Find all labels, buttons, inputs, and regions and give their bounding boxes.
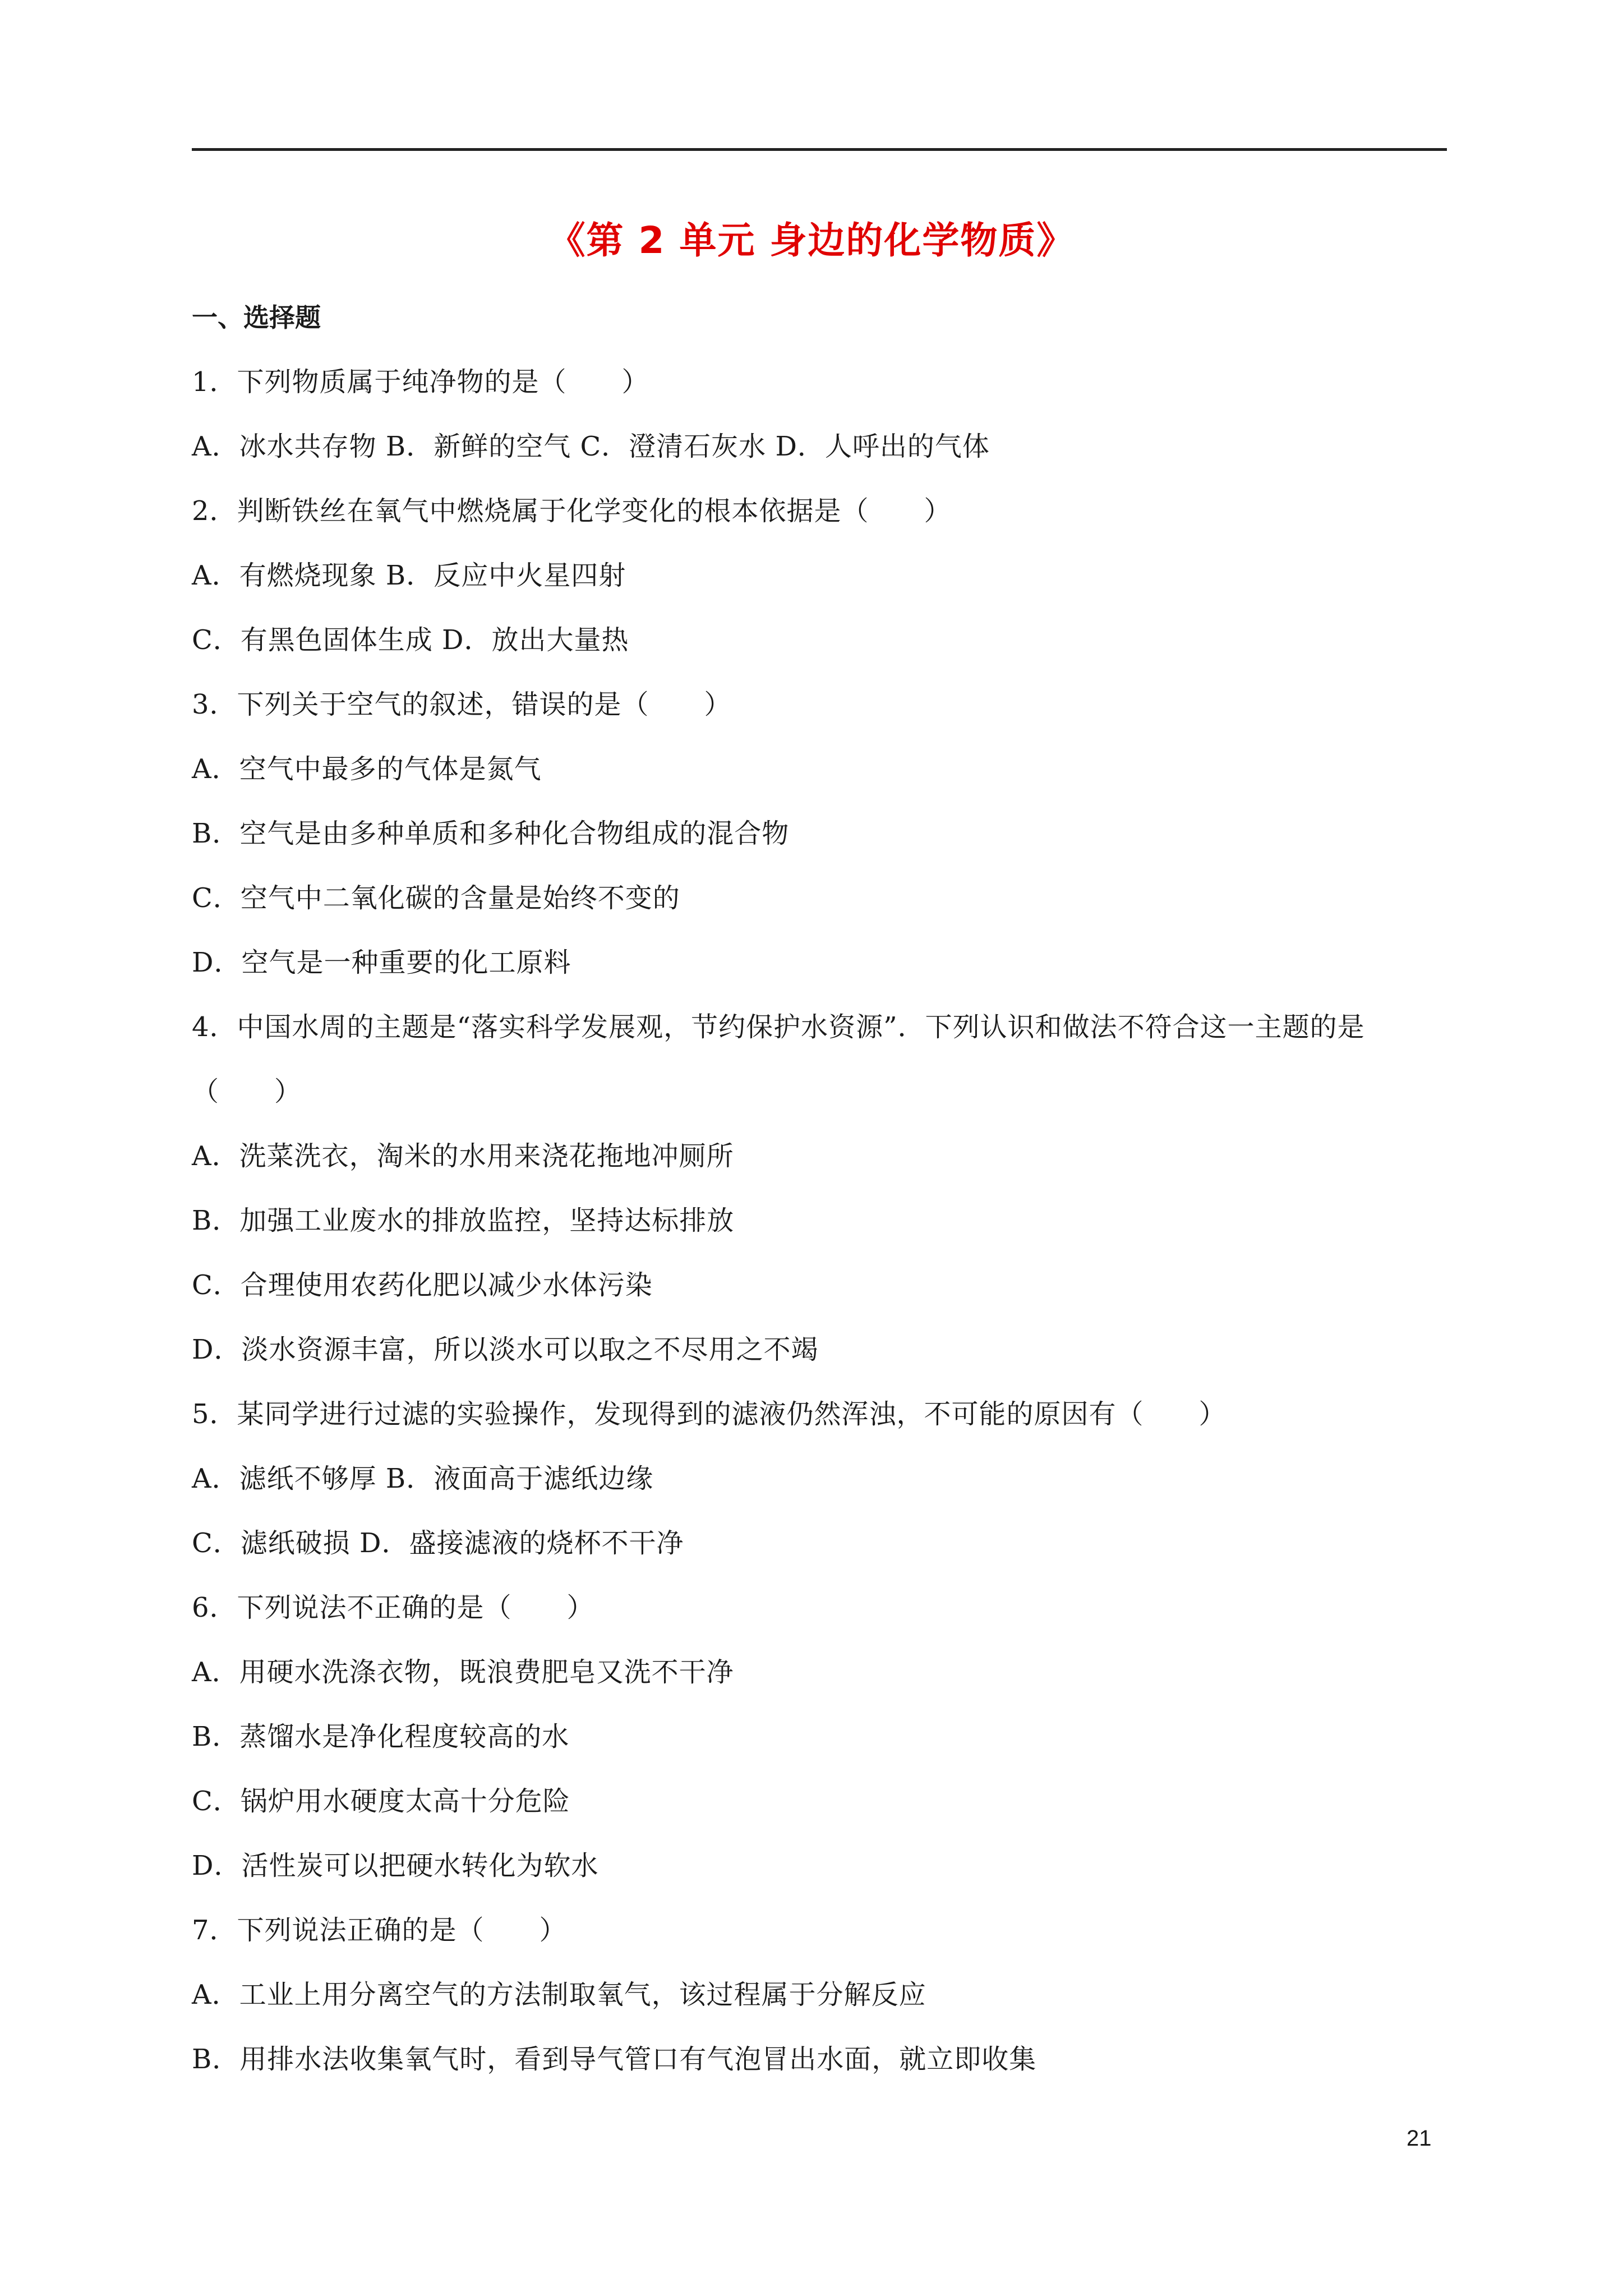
question-2-options-ab: A．有燃烧现象 B．反应中火星四射 [192,560,626,591]
document-title: 《第 2 单元 身边的化学物质》 [548,219,1075,262]
question-7-option-b: B．用排水法收集氧气时，看到导气管口有气泡冒出水面，就立即收集 [192,2044,1037,2075]
question-4-option-b: B．加强工业废水的排放监控，坚持达标排放 [192,1205,735,1236]
question-2-options-cd: C．有黑色固体生成 D．放出大量热 [192,624,629,656]
header-rule [192,148,1447,151]
question-4-bracket: （ ） [192,1076,302,1107]
section-heading: 一、选择题 [192,302,321,333]
question-2: 2．判断铁丝在氧气中燃烧属于化学变化的根本依据是（ ） [192,495,952,527]
question-4-option-c: C．合理使用农药化肥以减少水体污染 [192,1269,653,1301]
question-3-option-c: C．空气中二氧化碳的含量是始终不变的 [192,882,680,914]
question-4-option-d: D．淡水资源丰富，所以淡水可以取之不尽用之不竭 [192,1334,819,1365]
question-7-option-a: A．工业上用分离空气的方法制取氧气，该过程属于分解反应 [192,1979,926,2010]
question-4: 4．中国水周的主题是“落实科学发展观，节约保护水资源”．下列认识和做法不符合这一主题的是 [192,1011,1365,1043]
question-6-option-a: A．用硬水洗涤衣物，既浪费肥皂又洗不干净 [192,1657,734,1688]
page-number: 21 [1407,2126,1432,2151]
question-5-options-ab: A．滤纸不够厚 B．液面高于滤纸边缘 [192,1463,654,1494]
question-6-option-b: B．蒸馏水是净化程度较高的水 [192,1721,570,1752]
question-3: 3．下列关于空气的叙述，错误的是（ ） [192,689,732,720]
question-5: 5．某同学进行过滤的实验操作，发现得到的滤液仍然浑浊，不可能的原因有（ ） [192,1398,1227,1430]
question-6-option-d: D．活性炭可以把硬水转化为软水 [192,1850,599,1881]
question-6-option-c: C．锅炉用水硬度太高十分危险 [192,1786,570,1817]
question-3-option-d: D．空气是一种重要的化工原料 [192,947,571,978]
question-5-options-cd: C．滤纸破损 D．盛接滤液的烧杯不干净 [192,1527,684,1559]
question-1: 1．下列物质属于纯净物的是（ ） [192,366,649,398]
question-3-option-b: B．空气是由多种单质和多种化合物组成的混合物 [192,818,790,849]
question-6: 6．下列说法不正确的是（ ） [192,1592,594,1623]
question-1-options: A．冰水共存物 B．新鲜的空气 C．澄清石灰水 D．人呼出的气体 [192,431,990,462]
question-4-option-a: A．洗菜洗衣，淘米的水用来浇花拖地冲厕所 [192,1140,734,1172]
question-7: 7．下列说法正确的是（ ） [192,1915,567,1946]
question-3-option-a: A．空气中最多的气体是氮气 [192,753,542,785]
